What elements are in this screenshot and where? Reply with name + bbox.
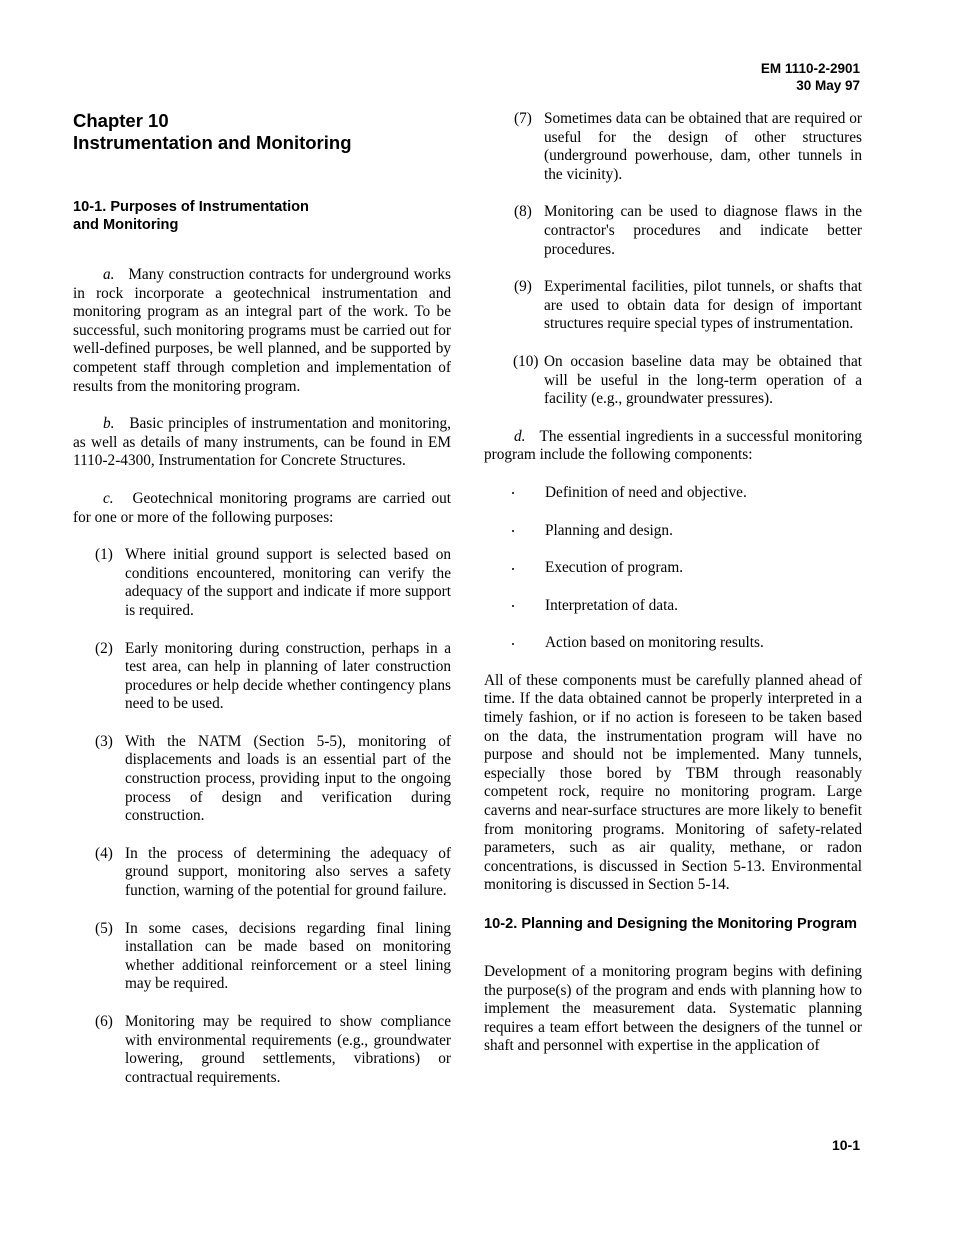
list-item [73, 920, 451, 994]
paragraph-text: Basic principles of instrumentation and monitoring, as well as details of many instruments, can be found in EM 1110-2-4300, Instrumentation for Concrete Structures. [73, 415, 451, 470]
item-text: Early monitoring during construction, perhaps in a test area, can help in planning of later construction procedures or help decide whether contingency plans need to be used. [125, 639, 451, 713]
item-text: Sometimes data can be obtained that are required or useful for the design of other structures (underground powerhouse, dam, other tunnels in the vicinity). [544, 110, 862, 183]
section-heading-line: and Monitoring [73, 217, 179, 233]
paragraph-text: Many construction contracts for underground works in rock incorporate a geotechnical instrumentation and monitoring program as an integral part of the work. To be successful, such monitoring programs must be carried out for well-defined purposes, be well planned, and be supported by competent staff through completion and implementation of results from the monitoring program. [73, 266, 451, 395]
paragraph-d [484, 428, 862, 465]
list-item [73, 546, 451, 620]
item-number: (5) [95, 919, 113, 937]
item-text: Monitoring may be required to show compliance with environmental requirements (e.g., groundwater lowering, ground settlements, vibrations) or contractual requirements. [125, 1013, 451, 1086]
item-text: In the process of determining the adequacy of ground support, monitoring also serves a safety function, warning of the potential for ground failure. [125, 844, 451, 900]
bullet-text: Definition of need and objective. [545, 483, 747, 501]
section-heading-line: 10-1. Purposes of Instrumentation [73, 199, 309, 215]
item-number: (10) [513, 352, 539, 370]
list-item [484, 278, 862, 334]
item-number: (6) [95, 1013, 113, 1030]
chapter-title [73, 110, 451, 154]
page-number: 10-1 [831, 1137, 860, 1153]
paragraph-planning: Development of a monitoring program begins with defining the purpose(s) of the program and ends with planning how to implement the measurement data. Systematic planning requires a team effort between the designers of the tunnel or shaft and personnel with expertise in the application of [484, 963, 862, 1055]
bullet-icon [484, 522, 545, 541]
paragraph-components-summary: All of these components must be carefully planned ahead of time. If the data obtained cannot be properly interpreted in a timely fashion, or if no action is foreseen to be taken based on the data, the instrumentation program will have no purpose and should not be implemented. Many tunnels, especially those bored by TBM through reasonably competent rock, require no monitoring program. Large caverns and near-surface structures are more likely to benefit from monitoring programs. Monitoring of safety-related parameters, such as air quality, methane, or radon concentrations, is discussed in Section 5-13. Environmental monitoring is discussed in Section 5-14. [484, 671, 862, 894]
item-text: Monitoring can be used to diagnose flaws in the contractor's procedures and indicate better procedures. [544, 203, 862, 258]
list-item [484, 353, 862, 409]
bullet-icon [484, 597, 545, 616]
paragraph-label: b. [103, 415, 115, 433]
bullet-text: Planning and design. [545, 521, 673, 539]
paragraph-text: The essential ingredients in a successful monitoring program include the following components: [484, 427, 862, 464]
bullet-text: Action based on monitoring results. [545, 634, 764, 652]
left-column [73, 110, 451, 1106]
right-column [484, 110, 862, 1075]
list-item [73, 640, 451, 714]
paragraph-label: a. [103, 266, 115, 283]
document-id: EM 1110-2-2901 [760, 61, 860, 76]
item-text: In some cases, decisions regarding final lining installation can be made based on monitoring whether additional reinforcement or a steel lining may be required. [125, 919, 451, 993]
paragraph-b [73, 415, 451, 471]
item-number: (8) [514, 203, 532, 221]
item-text: Where initial ground support is selected based on conditions encountered, monitoring can verify the adequacy of the support and indicate if more support is required. [125, 546, 451, 619]
list-item [73, 845, 451, 901]
item-number: (3) [95, 732, 113, 750]
list-item [484, 203, 862, 259]
bullet-item [484, 634, 862, 653]
bullet-icon [484, 634, 545, 653]
list-item [484, 110, 862, 184]
item-number: (7) [514, 110, 532, 127]
paragraph-c [73, 490, 451, 527]
list-item [73, 1013, 451, 1087]
paragraph-label: d. [514, 427, 526, 445]
item-number: (9) [514, 278, 532, 296]
item-text: On occasion baseline data may be obtained that will be useful in the long-term operation of a facility (e.g., groundwater pressures). [544, 352, 862, 408]
bullet-item [484, 559, 862, 578]
chapter-number: Chapter 10 [73, 110, 169, 131]
bullet-text: Execution of program. [545, 559, 684, 577]
item-text: With the NATM (Section 5-5), monitoring of displacements and loads is an essential part of the construction process, providing input to the ongoing process of design and verification during construction. [125, 732, 451, 825]
paragraph-label: c. [103, 489, 114, 507]
bullet-text: Interpretation of data. [545, 596, 678, 614]
chapter-name: Instrumentation and Monitoring [73, 132, 352, 153]
item-number: (2) [95, 639, 113, 657]
paragraph-text: Geotechnical monitoring programs are carried out for one or more of the following purposes: [73, 489, 451, 526]
bullet-item [484, 522, 862, 541]
section-heading-10-1 [73, 198, 451, 234]
bullet-item [484, 597, 862, 616]
list-item [73, 733, 451, 826]
bullet-icon [484, 484, 545, 503]
paragraph-a [73, 266, 451, 396]
bullet-item [484, 484, 862, 503]
section-heading-10-2: 10-2. Planning and Designing the Monitoring Program [484, 916, 857, 932]
item-number: (1) [95, 546, 113, 564]
running-header [761, 60, 860, 94]
item-number: (4) [95, 844, 113, 862]
item-text: Experimental facilities, pilot tunnels, or shafts that are used to obtain data for design of important structures require special types of instrumentation. [544, 278, 862, 333]
document-date: 30 May 97 [796, 78, 860, 93]
bullet-icon [484, 559, 545, 578]
